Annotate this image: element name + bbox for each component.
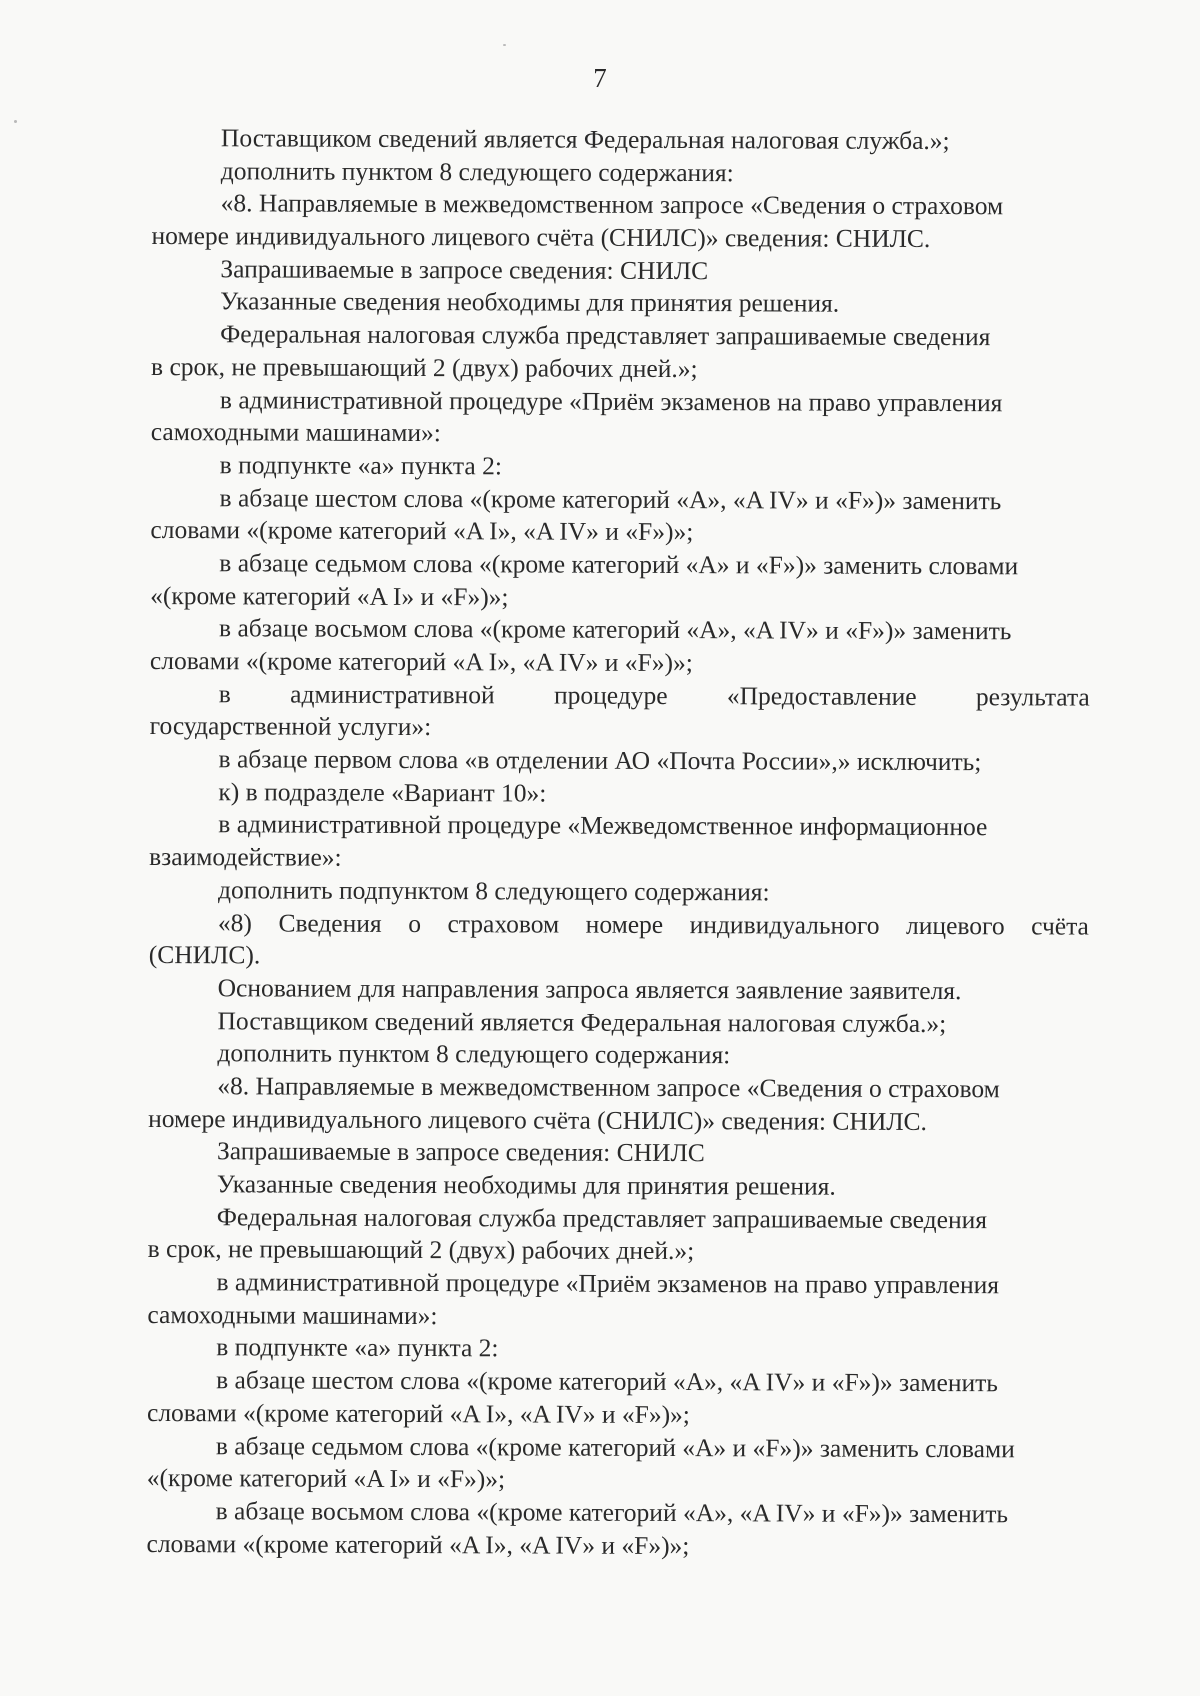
text-line: к) в подразделе «Вариант 10»: bbox=[218, 777, 547, 808]
text-word: в bbox=[218, 678, 231, 708]
text-word: результата bbox=[975, 681, 1090, 712]
text-line: в подпункте «а» пункта 2: bbox=[219, 450, 503, 481]
text-line: «(кроме категорий «A I» и «F»)»; bbox=[146, 1463, 506, 1494]
text-word: административной bbox=[290, 679, 495, 710]
text-word: номере bbox=[585, 909, 664, 939]
text-line: Запрашиваемые в запросе сведения: СНИЛС bbox=[216, 1136, 705, 1168]
text-line: номере индивидуального лицевого счёта (СНИЛС)» сведения: СНИЛС. bbox=[151, 221, 931, 254]
text-line: в срок, не превышающий 2 (двух) рабочих дней.»; bbox=[147, 1234, 695, 1266]
text-line: дополнить пунктом 8 следующего содержания: bbox=[220, 155, 734, 187]
text-line bbox=[150, 678, 1090, 714]
text-line: словами «(кроме категорий «A I», «A IV» и «F»)»; bbox=[146, 1397, 690, 1429]
text-line: в абзаце седьмом слова «(кроме категорий «A» и «F»)» заменить словами bbox=[215, 1430, 1015, 1463]
document-body bbox=[146, 122, 1092, 1564]
text-line: Основанием для направления запроса является заявление заявителя. bbox=[217, 973, 962, 1005]
text-line: Указанные сведения необходимы для принятия решения. bbox=[216, 1169, 836, 1201]
text-line: взаимодействие»: bbox=[149, 842, 342, 872]
text-line: в абзаце шестом слова «(кроме категорий «A», «A IV» и «F»)» заменить bbox=[219, 482, 1002, 515]
text-line: «(кроме категорий «A I» и «F»)»; bbox=[150, 580, 509, 611]
text-line: самоходными машинами»: bbox=[150, 417, 441, 448]
text-line: в срок, не превышающий 2 (двух) рабочих дней.»; bbox=[151, 351, 698, 383]
text-line: Федеральная налоговая служба представляет запрашиваемые сведения bbox=[216, 1201, 988, 1234]
text-word: «Предоставление bbox=[726, 680, 917, 711]
text-line: Запрашиваемые в запросе сведения: СНИЛС bbox=[220, 254, 709, 285]
text-word: лицевого bbox=[906, 910, 1005, 940]
text-line: номере индивидуального лицевого счёта (СНИЛС)» сведения: СНИЛС. bbox=[148, 1103, 928, 1136]
text-line: Федеральная налоговая служба представляет запрашиваемые сведения bbox=[220, 319, 991, 352]
text-line: в абзаце восьмом слова «(кроме категорий «A», «A IV» и «F»)» заменить bbox=[219, 613, 1012, 646]
text-line: дополнить пунктом 8 следующего содержания: bbox=[217, 1038, 731, 1070]
text-word: Сведения bbox=[278, 907, 382, 938]
text-line: Поставщиком сведений является Федеральная налоговая служба.»; bbox=[220, 123, 950, 156]
text-line: в административной процедуре «Приём экзаменов на право управления bbox=[219, 384, 1003, 417]
text-line: «8. Направляемые в межведомственном запросе «Сведения о страховом bbox=[220, 188, 1004, 221]
text-line: Указанные сведения необходимы для принятия решения. bbox=[220, 286, 840, 319]
text-line: самоходными машинами»: bbox=[147, 1299, 438, 1330]
text-word: «8) bbox=[217, 907, 252, 937]
page-number: 7 bbox=[593, 63, 607, 93]
scan-speck bbox=[14, 120, 17, 123]
text-word: счёта bbox=[1031, 910, 1089, 941]
text-line: в абзаце первом слова «в отделении АО «Почта России»,» исключить; bbox=[218, 744, 982, 777]
text-word: процедуре bbox=[553, 680, 668, 710]
text-line: (СНИЛС). bbox=[148, 940, 261, 970]
text-word: индивидуального bbox=[689, 909, 880, 940]
text-word: страховом bbox=[447, 908, 560, 939]
text-line: в административной процедуре «Межведомственное информационное bbox=[218, 809, 988, 842]
text-line: в административной процедуре «Приём экзаменов на право управления bbox=[216, 1267, 1000, 1300]
text-line: в абзаце седьмом слова «(кроме категорий «A» и «F»)» заменить словами bbox=[219, 548, 1019, 581]
text-line: дополнить подпунктом 8 следующего содержания: bbox=[217, 875, 770, 907]
text-line: в абзаце шестом слова «(кроме категорий «A», «A IV» и «F»)» заменить bbox=[216, 1365, 999, 1398]
text-line: «8. Направляемые в межведомственном запросе «Сведения о страховом bbox=[217, 1071, 1000, 1104]
text-line: в подпункте «а» пункта 2: bbox=[216, 1332, 499, 1363]
scan-speck bbox=[503, 44, 506, 46]
text-line: словами «(кроме категорий «A I», «A IV» и «F»)»; bbox=[146, 1528, 690, 1560]
text-line: государственной услуги»: bbox=[149, 711, 432, 742]
text-line: Поставщиком сведений является Федеральная налоговая служба.»; bbox=[217, 1005, 947, 1038]
text-word: о bbox=[408, 908, 422, 938]
text-line: словами «(кроме категорий «A I», «A IV» и «F»)»; bbox=[150, 515, 694, 547]
text-line: в абзаце восьмом слова «(кроме категорий «A», «A IV» и «F»)» заменить bbox=[215, 1496, 1009, 1529]
text-line bbox=[149, 906, 1089, 942]
text-line: словами «(кроме категорий «A I», «A IV» и «F»)»; bbox=[149, 645, 693, 678]
